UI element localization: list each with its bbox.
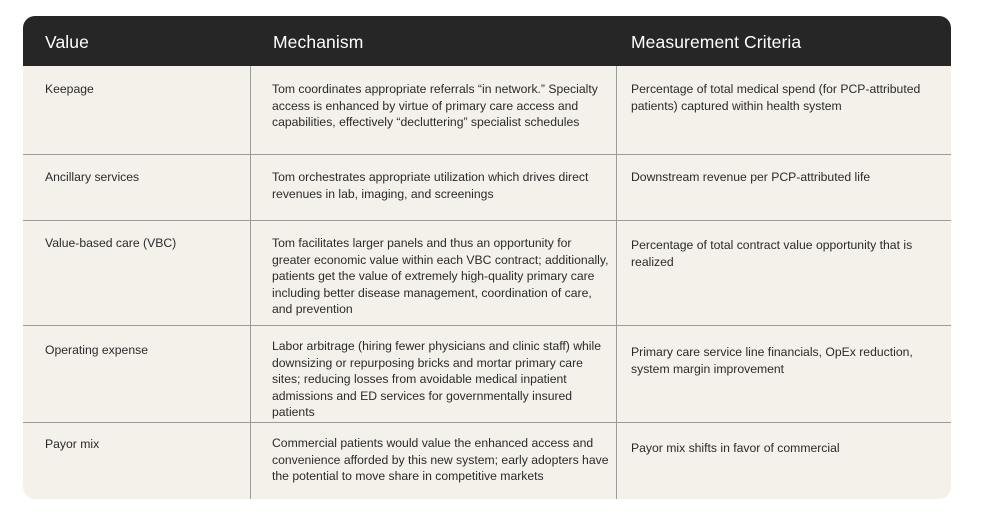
- row-measurement: Percentage of total medical spend (for PCP-attributed patients) captured within health system: [631, 82, 921, 113]
- table-row: [23, 325, 951, 423]
- row-mechanism: Commercial patients would value the enhanced access and convenience afforded by this new system; early adopters have the potential to move share in competitive markets: [272, 436, 609, 483]
- header-value: Value: [45, 32, 89, 52]
- row-measurement: Percentage of total contract value opportunity that is realized: [631, 238, 913, 269]
- row-mechanism: Tom facilitates larger panels and thus an opportunity for greater economic value within each VBC contract; additionally, patients get the value of extremely high-quality primary care including better disease management, coordination of care, and prevention: [272, 236, 609, 316]
- value-table: [23, 16, 951, 499]
- table-header: [23, 16, 951, 66]
- row-mechanism: Tom orchestrates appropriate utilization which drives direct revenues in lab, imaging, and screenings: [272, 170, 589, 201]
- row-measurement: Payor mix shifts in favor of commercial: [631, 441, 840, 455]
- row-measurement: Primary care service line financials, OpEx reduction, system margin improvement: [631, 345, 913, 376]
- header-mechanism: Mechanism: [273, 32, 364, 52]
- row-value: Operating expense: [45, 343, 148, 357]
- row-mechanism: Labor arbitrage (hiring fewer physicians and clinic staff) while downsizing or repurposing bricks and mortar primary care sites; reducing losses from avoidable medical inpatient admissions and ED services for governmentally insured patients: [272, 339, 601, 419]
- table-row: [23, 154, 951, 221]
- table-row: [23, 422, 951, 499]
- row-mechanism: Tom coordinates appropriate referrals “in network.” Specialty access is enhanced by virtue of primary care access and capabilities, effectively “decluttering” specialist schedules: [272, 82, 598, 129]
- header-measurement-criteria: Measurement Criteria: [631, 32, 802, 52]
- row-value: Value-based care (VBC): [45, 236, 177, 250]
- row-value: Ancillary services: [45, 170, 140, 184]
- row-measurement: Downstream revenue per PCP-attributed life: [631, 170, 871, 184]
- row-value: Keepage: [45, 82, 94, 96]
- table-row: [23, 220, 951, 326]
- row-value: Payor mix: [45, 437, 100, 451]
- table-row: [23, 66, 951, 154]
